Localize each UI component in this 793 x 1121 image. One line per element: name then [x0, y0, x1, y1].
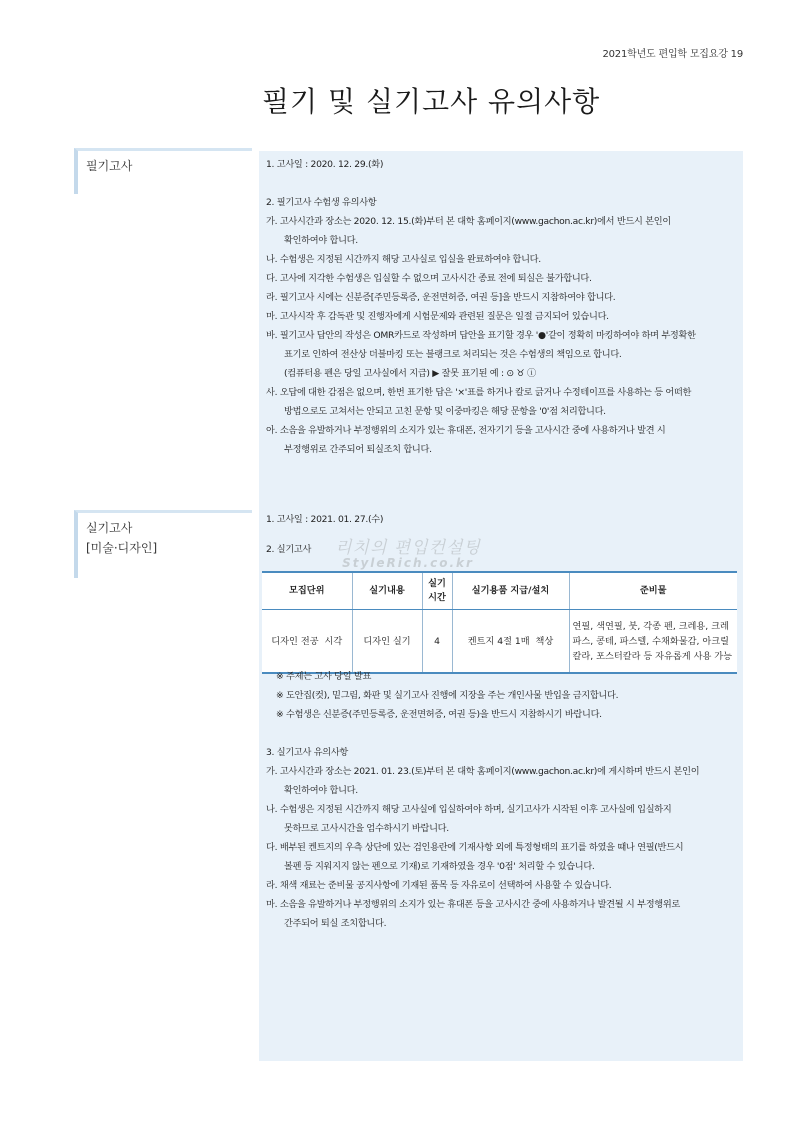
written-caution-item: 나. 수험생은 지정된 시간까지 해당 고사실로 입실을 완료하여야 합니다.: [266, 254, 541, 265]
written-caution-item: 마. 고사시작 후 감독관 및 진행자에게 시험문제와 관련된 질문은 일절 금지되어 있습니다.: [266, 311, 609, 322]
practical-caution-item: 마. 소음을 유발하거나 부정행위의 소지가 있는 휴대폰 등을 고사시간 중에 사용하거나 발견될 시 부정행위로: [266, 899, 680, 910]
written-caution-item: 라. 필기고사 시에는 신분증[주민등록증, 운전면허증, 여권 등]을 반드시 지참하여야 합니다.: [266, 292, 616, 303]
section-label-written-text: 필기고사: [86, 159, 133, 173]
table-header-content: 실기내용: [352, 572, 422, 610]
practical-caution-item: 다. 배부된 켄트지의 우측 상단에 있는 검인용란에 기재사항 외에 특정형태의 표기를 하였을 때나 연필(반드시: [266, 842, 684, 853]
written-caution-item: (컴퓨터용 펜은 당일 고사실에서 지급) ▶ 잘못 표기된 예 : ⊙ ♉ ⓘ: [284, 368, 536, 379]
table-header-row: [262, 572, 737, 610]
practical-caution-title: 3. 실기고사 유의사항: [266, 747, 349, 758]
watermark-line1: 리치의 편입컨설팅: [335, 538, 481, 558]
table-header-unit: 모집단위: [262, 572, 352, 610]
written-caution-item: 표기로 인하여 전산상 더블마킹 또는 블랭크로 처리되는 것은 수험생의 책임으로 합니다.: [284, 349, 622, 360]
practical-caution-item: 볼펜 등 지워지지 않는 펜으로 기재)로 기재하였을 경우 '0점' 처리할 수 있습니다.: [284, 861, 595, 872]
written-caution-item: 방법으로도 고쳐서는 안되고 고친 문항 및 이중마킹은 해당 문항을 '0'점 처리합니다.: [284, 406, 606, 417]
written-caution-title: 2. 필기고사 수험생 유의사항: [266, 197, 377, 208]
table-header-prep: 준비물: [569, 572, 737, 610]
table-cell-time: 4: [422, 610, 452, 674]
written-caution-item: 확인하여야 합니다.: [284, 235, 358, 246]
table-header-supply: 실기용품 지급/설치: [452, 572, 569, 610]
section-label-practical-line1: 실기고사: [86, 521, 133, 535]
practical-caution-item: 가. 고사시간과 장소는 2021. 01. 23.(토)부터 본 대학 홈페이지(www.gachon.ac.kr)에 게시하며 반드시 본인이: [266, 766, 700, 777]
practical-exam-table: [262, 571, 737, 674]
section-label-written: [74, 148, 252, 194]
practical-caution-item: 못하므로 고사시간을 엄수하시기 바랍니다.: [284, 823, 449, 834]
table-cell-unit: [262, 610, 352, 674]
practical-note: ※ 수험생은 신분증(주민등록증, 운전면허증, 여권 등)을 반드시 지참하시기 바랍니다.: [276, 709, 602, 720]
practical-caution-item: 라. 채색 재료는 준비물 공지사항에 기재된 품목 등 자유로이 선택하여 사용할 수 있습니다.: [266, 880, 612, 891]
table-cell-supply: [452, 610, 569, 674]
page-title: 필기 및 실기고사 유의사항: [262, 85, 601, 118]
written-exam-date: 1. 고사일 : 2020. 12. 29.(화): [266, 159, 384, 170]
written-caution-item: 사. 오답에 대한 감점은 없으며, 한번 표기한 답은 '×'표를 하거나 칼로 긁거나 수정테이프를 사용하는 등 어떠한: [266, 387, 692, 398]
section-label-practical-line2: [미술·디자인]: [86, 541, 158, 555]
written-caution-item: 부정행위로 간주되어 퇴실조치 합니다.: [284, 444, 432, 455]
table-row: [262, 610, 737, 674]
table-cell-setup: 책상: [535, 635, 554, 647]
table-cell-unit-name: 디자인 전공: [271, 635, 319, 647]
practical-note: ※ 주제는 고사 당일 발표: [276, 671, 372, 682]
practical-exam-subtitle: 2. 실기고사: [266, 544, 312, 555]
practical-exam-section: [266, 510, 738, 559]
page-header: 2021학년도 편입학 모집요강 19: [602, 49, 743, 60]
table-cell-prep: 연필, 색연필, 붓, 각종 펜, 크레용, 크레파스, 콩테, 파스텔, 수채화물감, 아크릴칼라, 포스터칼라 등 자유롭게 사용 가능: [569, 610, 737, 674]
written-exam-section: [266, 155, 738, 459]
practical-note: ※ 도안집(컷), 밑그림, 화판 및 실기고사 진행에 지장을 주는 개인사물 반입을 금지합니다.: [276, 690, 619, 701]
practical-caution-item: 확인하여야 합니다.: [284, 785, 358, 796]
table-cell-category: 시각: [324, 635, 343, 647]
written-caution-item: 다. 고사에 지각한 수험생은 입실할 수 없으며 고사시간 종료 전에 퇴실은 불가합니다.: [266, 273, 592, 284]
table-cell-content: 디자인 실기: [352, 610, 422, 674]
practical-exam-date: 1. 고사일 : 2021. 01. 27.(수): [266, 514, 384, 525]
practical-caution-item: 나. 수험생은 지정된 시간까지 해당 고사실에 입실하여야 하며, 실기고사가 시작된 이후 고사실에 입실하지: [266, 804, 672, 815]
practical-caution-item: 간주되어 퇴실 조치합니다.: [284, 918, 387, 929]
written-caution-item: 바. 필기고사 답안의 작성은 OMR카드로 작성하며 답안을 표기할 경우 '●'같이 정확히 마킹하여야 하며 부정확한: [266, 330, 696, 341]
written-caution-item: 아. 소음을 유발하거나 부정행위의 소지가 있는 휴대폰, 전자기기 등을 고사시간 중에 사용하거나 발견 시: [266, 425, 666, 436]
watermark-line2: StyleRich.co.kr: [342, 556, 474, 570]
section-label-practical: [74, 510, 252, 578]
practical-notes: [266, 667, 738, 933]
table-header-time: 실기 시간: [422, 572, 452, 610]
table-cell-supply-item: 켄트지 4절 1매: [467, 635, 530, 647]
written-caution-item: 가. 고사시간과 장소는 2020. 12. 15.(화)부터 본 대학 홈페이지(www.gachon.ac.kr)에서 반드시 본인이: [266, 216, 671, 227]
